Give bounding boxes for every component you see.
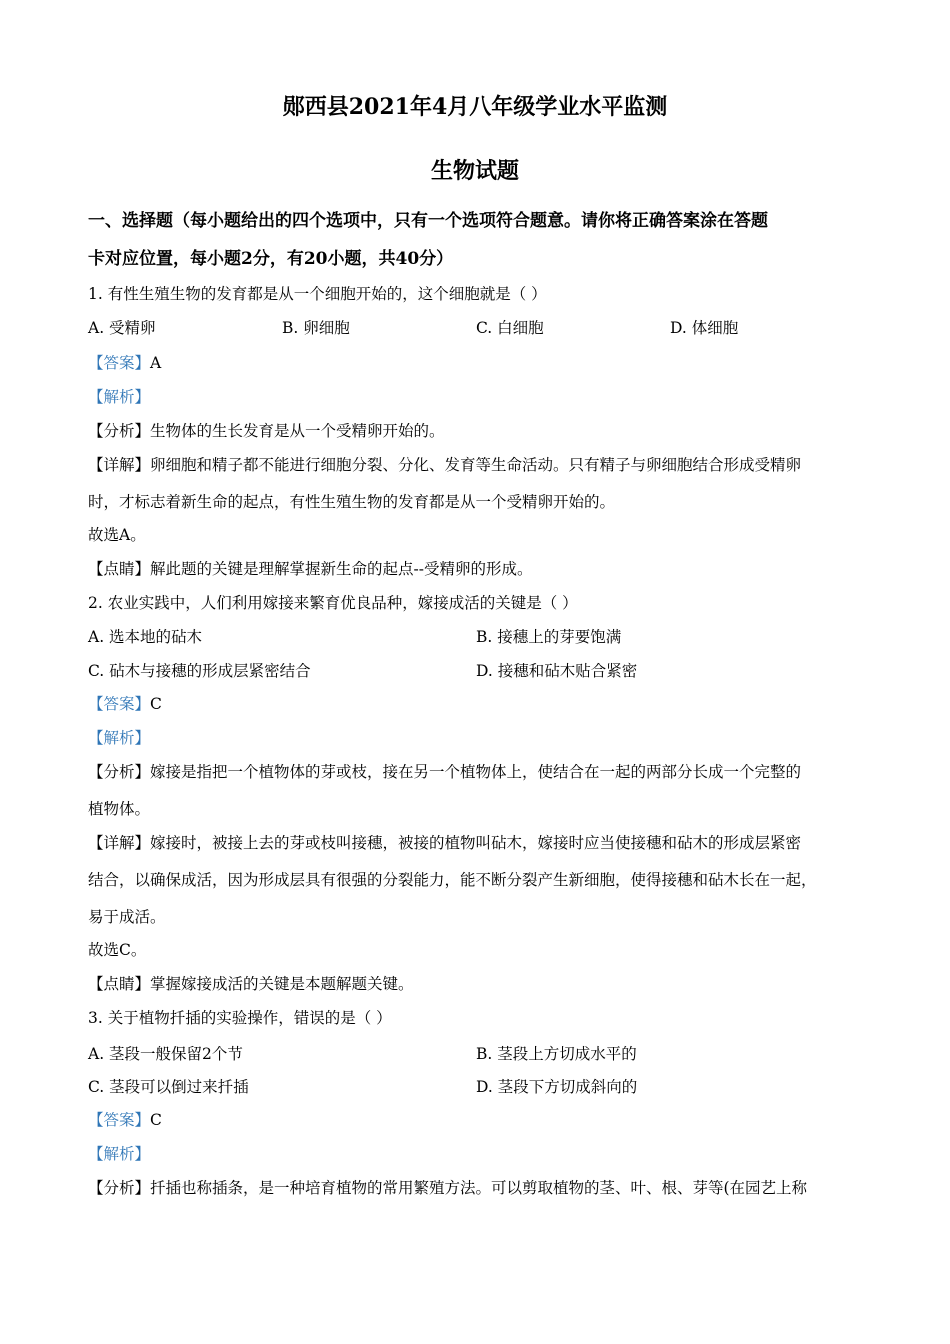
question-2-stem: 2. 农业实践中，人们利用嫁接来繁育优良品种，嫁接成活的关键是（ ） <box>88 594 578 612</box>
q2-option-d: D. 接穗和砧木贴合紧密 <box>476 662 638 680</box>
q2-jiexi-tag: 【解析】 <box>88 729 151 747</box>
q2-option-b: B. 接穗上的芽要饱满 <box>476 628 622 646</box>
q1-jiexi-tag: 【解析】 <box>88 388 151 406</box>
q2-detail-line-2: 结合，以确保成活，因为形成层具有很强的分裂能力，能不断分裂产生新细胞，使得接穗和砧木长在一起， <box>88 871 817 889</box>
section-heading-line-2: 卡对应位置，每小题2分，有20小题，共40分） <box>88 249 454 269</box>
answer-value: C <box>150 1111 162 1129</box>
q2-option-a: A. 选本地的砧木 <box>88 628 203 646</box>
q3-answer <box>88 1108 162 1130</box>
q1-option-d: D. 体细胞 <box>670 319 739 337</box>
answer-tag: 【答案】 <box>88 695 151 713</box>
answer-value: C <box>150 695 162 713</box>
answer-tag: 【答案】 <box>88 354 151 372</box>
q2-analysis-line-2: 植物体。 <box>88 800 151 818</box>
answer-tag: 【答案】 <box>88 1111 151 1129</box>
q1-choice: 故选A。 <box>88 526 146 544</box>
q2-answer <box>88 692 162 714</box>
q2-detail-line-3: 易于成活。 <box>88 908 166 926</box>
q1-option-c: C. 白细胞 <box>476 319 544 337</box>
q1-detail-line-2: 时，才标志着新生命的起点，有性生殖生物的发育都是从一个受精卵开始的。 <box>88 493 616 511</box>
q3-analysis-line-1: 【分析】扦插也称插条，是一种培育植物的常用繁殖方法。可以剪取植物的茎、叶、根、芽等(在园艺上称 <box>88 1179 808 1197</box>
q3-option-c: C. 茎段可以倒过来扦插 <box>88 1078 249 1096</box>
q1-detail-line-1: 【详解】卵细胞和精子都不能进行细胞分裂、分化、发育等生命活动。只有精子与卵细胞结合形成受精卵 <box>88 456 802 474</box>
q2-detail-line-1: 【详解】嫁接时，被接上去的芽或枝叫接穗，被接的植物叫砧木，嫁接时应当使接穗和砧木的形成层紧密 <box>88 834 802 852</box>
exam-title: 郧西县2021年4月八年级学业水平监测 <box>282 94 668 120</box>
q1-analysis: 【分析】生物体的生长发育是从一个受精卵开始的。 <box>88 422 445 440</box>
q3-option-b: B. 茎段上方切成水平的 <box>476 1045 637 1063</box>
q3-jiexi-tag: 【解析】 <box>88 1145 151 1163</box>
section-heading-line-1: 一、选择题（每小题给出的四个选项中，只有一个选项符合题意。请你将正确答案涂在答题 <box>88 211 768 231</box>
exam-subtitle: 生物试题 <box>430 158 519 184</box>
q2-analysis-line-1: 【分析】嫁接是指把一个植物体的芽或枝，接在另一个植物体上，使结合在一起的两部分长成一个完整的 <box>88 763 802 781</box>
question-1-stem: 1. 有性生殖生物的发育都是从一个细胞开始的，这个细胞就是（ ） <box>88 285 547 303</box>
q1-option-a: A. 受精卵 <box>88 319 156 337</box>
q3-option-a: A. 茎段一般保留2个节 <box>88 1045 243 1063</box>
q3-option-d: D. 茎段下方切成斜向的 <box>476 1078 638 1096</box>
answer-value: A <box>150 354 162 372</box>
q2-choice: 故选C。 <box>88 941 147 959</box>
question-3-stem: 3. 关于植物扦插的实验操作，错误的是（ ） <box>88 1009 392 1027</box>
q1-comment: 【点睛】解此题的关键是理解掌握新生命的起点--受精卵的形成。 <box>88 560 533 578</box>
q2-comment: 【点睛】掌握嫁接成活的关键是本题解题关键。 <box>88 975 414 993</box>
q1-answer <box>88 351 161 373</box>
q2-option-c: C. 砧木与接穗的形成层紧密结合 <box>88 662 311 680</box>
q1-option-b: B. 卵细胞 <box>282 319 350 337</box>
